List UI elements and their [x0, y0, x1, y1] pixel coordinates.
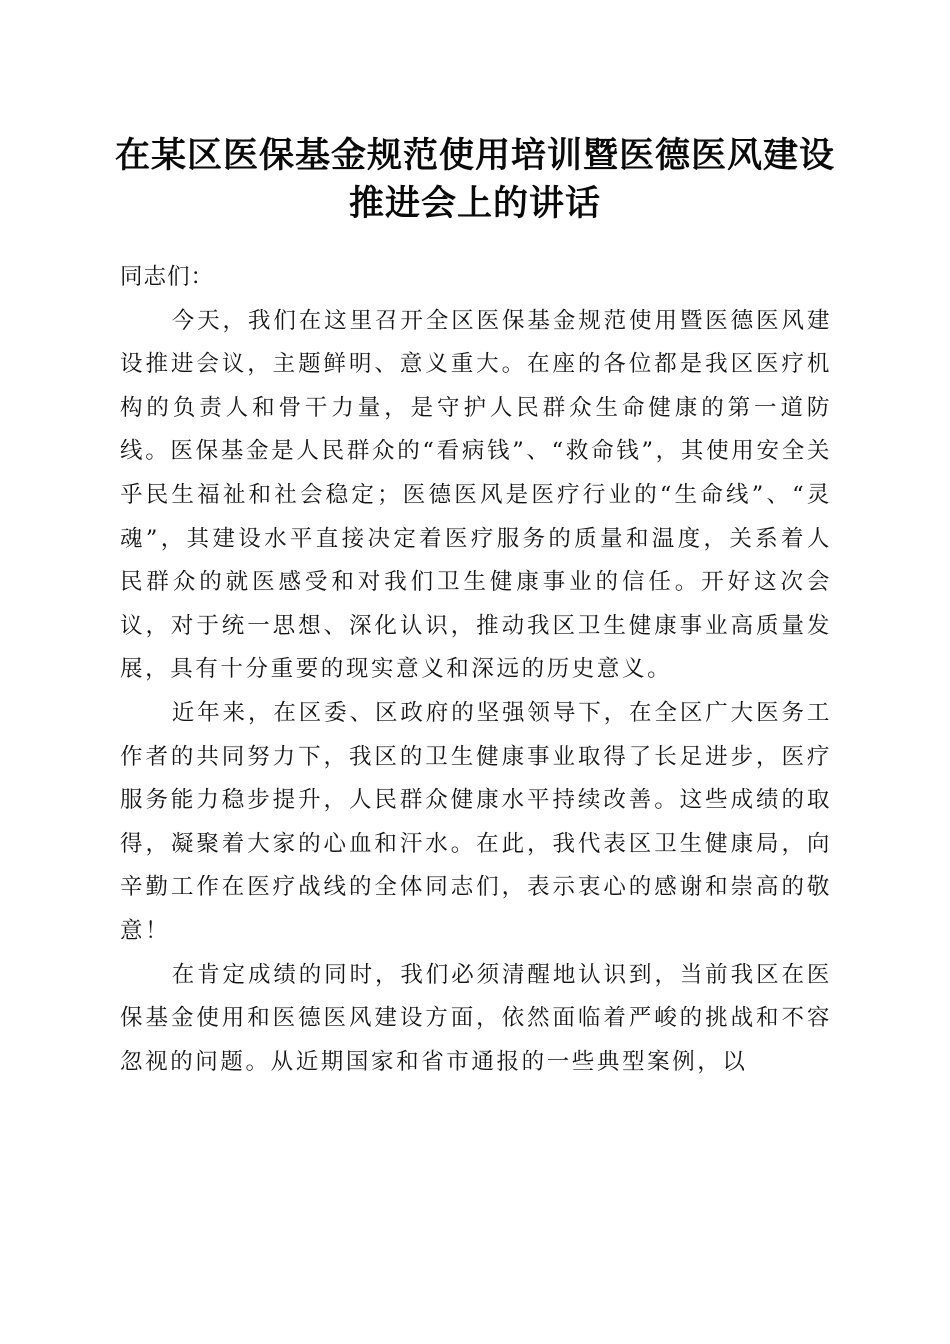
salutation: 同志们：	[120, 264, 215, 290]
title-line-1: 在某区医保基金规范使用培训暨医德医风建设	[114, 135, 835, 176]
document-body	[120, 256, 832, 1084]
paragraph-3: 在肯定成绩的同时，我们必须清醒地认识到，当前我区在医保基金使用和医德医风建设方面，依然面临着严峻的挑战和不容忽视的问题。从近期国家和省市通报的一些典型案例，以	[120, 961, 832, 1075]
document-title	[100, 132, 850, 228]
title-line-2: 推进会上的讲话	[348, 183, 601, 224]
paragraph-1: 今天，我们在这里召开全区医保基金规范使用暨医德医风建设推进会议，主题鲜明、意义重大。在座的各位都是我区医疗机构的负责人和骨干力量，是守护人民群众生命健康的第一道防线。医保基金是人民群众的“看病钱”、“救命钱”，其使用安全关乎民生福祉和社会稳定；医德医风是医疗行业的“生命线”、“灵魂”，其建设水平直接决定着医疗服务的质量和温度，关系着人民群众的就医感受和对我们卫生健康事业的信任。开好这次会议，对于统一思想、深化认识，推动我区卫生健康事业高质量发展，具有十分重要的现实意义和深远的历史意义。	[120, 307, 832, 683]
paragraph-2: 近年来，在区委、区政府的坚强领导下，在全区广大医务工作者的共同努力下，我区的卫生健康事业取得了长足进步，医疗服务能力稳步提升，人民群众健康水平持续改善。这些成绩的取得，凝聚着大家的心血和汗水。在此，我代表区卫生健康局，向辛勤工作在医疗战线的全体同志们，表示衷心的感谢和崇高的敬意！	[120, 699, 832, 944]
